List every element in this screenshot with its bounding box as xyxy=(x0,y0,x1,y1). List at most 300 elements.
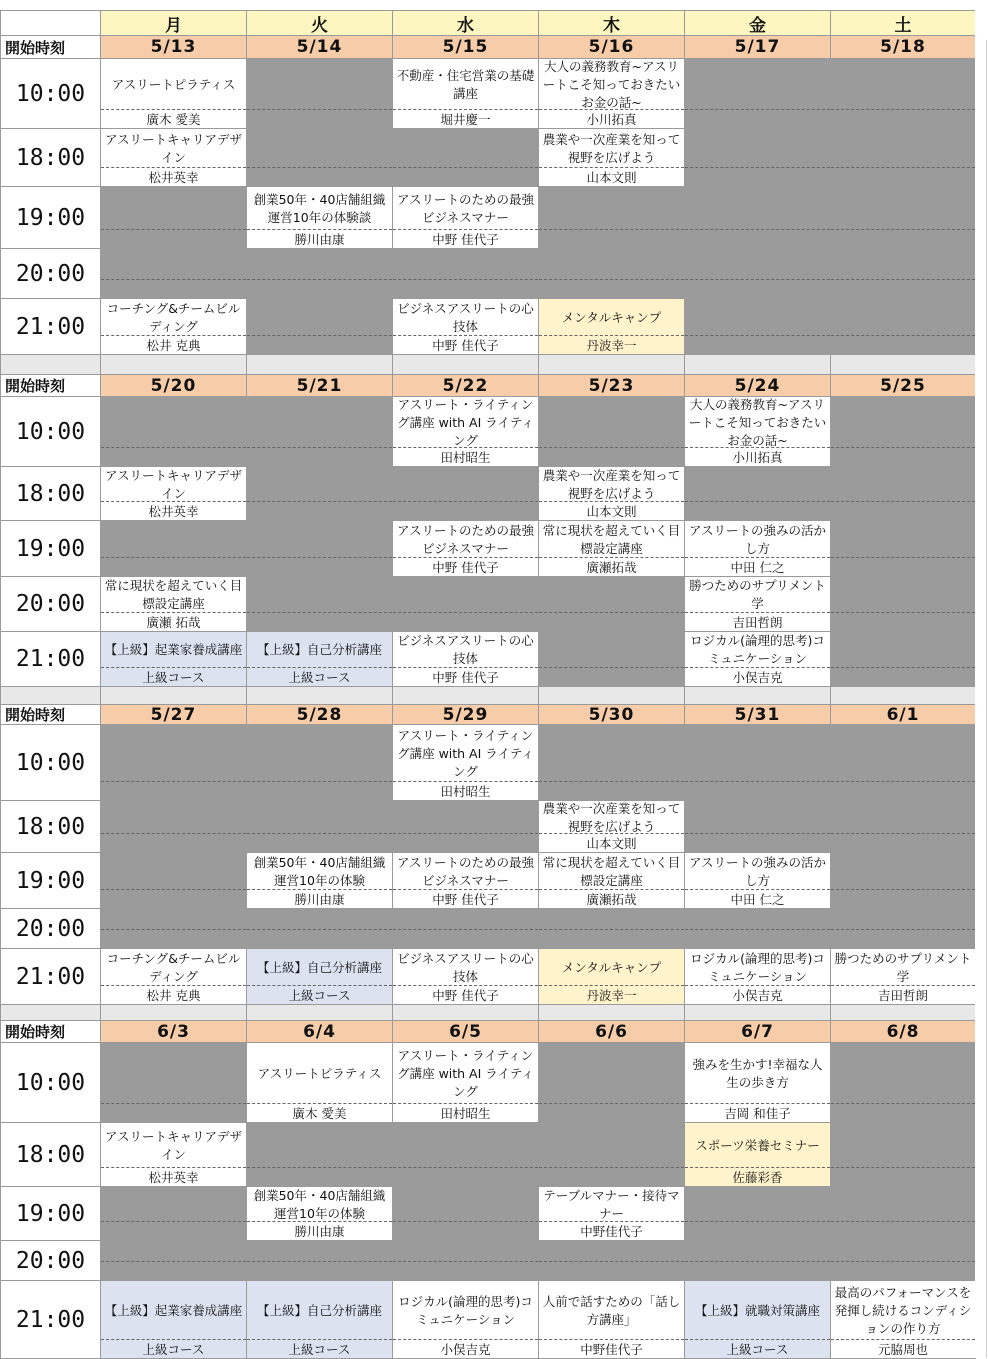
time-cell: 21:00 xyxy=(0,948,101,1005)
start-time-label: 開始時刻 xyxy=(0,374,101,397)
course-teacher: 吉田哲朗 xyxy=(685,612,830,631)
course-slot[interactable] xyxy=(830,948,976,1005)
course-teacher: 中野佳代子 xyxy=(539,1339,684,1358)
course-title: スポーツ栄養セミナー xyxy=(695,1137,820,1153)
course-title: 【上級】就職対策講座 xyxy=(694,1302,820,1318)
course-teacher: 中田 仁之 xyxy=(685,557,830,576)
empty-slot xyxy=(684,724,831,801)
time-cell: 19:00 xyxy=(0,852,101,909)
slot-divider xyxy=(247,557,392,576)
empty-slot xyxy=(246,908,393,949)
course-slot[interactable] xyxy=(392,396,539,467)
slot-divider xyxy=(539,279,684,298)
empty-slot xyxy=(830,908,976,949)
empty-slot xyxy=(684,908,831,949)
course-slot[interactable] xyxy=(392,58,539,129)
empty-slot xyxy=(100,396,247,467)
course-slot[interactable] xyxy=(684,631,831,687)
date-header: 5/15 xyxy=(392,35,539,59)
week-spacer xyxy=(684,1004,831,1021)
empty-slot xyxy=(246,800,393,853)
course-slot[interactable] xyxy=(684,1042,831,1123)
course-title: アスリートのための最強ビジネスマナー xyxy=(396,854,534,888)
slot-divider xyxy=(247,781,392,800)
course-teacher: 勝川由康 xyxy=(247,229,392,248)
empty-slot xyxy=(538,248,685,299)
empty-slot xyxy=(246,576,393,632)
empty-slot xyxy=(830,1186,976,1241)
slot-divider xyxy=(685,929,830,948)
date-header: 5/30 xyxy=(538,704,685,725)
course-slot[interactable] xyxy=(100,1122,247,1187)
course-teacher: 上級コース xyxy=(685,1339,830,1358)
course-slot[interactable] xyxy=(100,466,247,521)
slot-divider xyxy=(393,1261,538,1280)
slot-divider xyxy=(831,612,975,631)
course-title: 人前で話すための「話し方講座」 xyxy=(542,1293,681,1327)
empty-slot xyxy=(100,1042,247,1123)
slot-divider xyxy=(393,929,538,948)
empty-slot xyxy=(246,1122,393,1187)
empty-slot xyxy=(538,1240,685,1281)
slot-divider xyxy=(101,929,246,948)
course-teacher: 小俣吉克 xyxy=(685,985,830,1004)
slot-divider xyxy=(685,501,830,520)
time-cell: 18:00 xyxy=(0,128,101,187)
empty-slot xyxy=(100,1240,247,1281)
course-title: アスリート・ライティング講座 with AI ライティング xyxy=(397,1047,534,1099)
empty-slot xyxy=(392,1186,539,1241)
day-header: 金 xyxy=(684,10,831,36)
week-spacer xyxy=(392,1004,539,1021)
course-teacher: 小俣吉克 xyxy=(685,667,830,686)
date-header: 5/17 xyxy=(684,35,831,59)
empty-slot xyxy=(392,128,539,187)
date-header: 5/28 xyxy=(246,704,393,725)
empty-slot xyxy=(830,1042,976,1123)
slot-divider xyxy=(831,1261,975,1280)
empty-slot xyxy=(246,520,393,577)
slot-divider xyxy=(101,557,246,576)
slot-divider xyxy=(101,1261,246,1280)
day-header: 木 xyxy=(538,10,685,36)
course-slot[interactable] xyxy=(246,186,393,249)
empty-slot xyxy=(392,908,539,949)
week-spacer xyxy=(0,354,101,375)
slot-divider xyxy=(831,929,975,948)
course-teacher: 中野 佳代子 xyxy=(393,667,538,686)
week-spacer xyxy=(684,686,831,705)
course-title: 大人の義務教育~アスリートこそ知っておきたいお金の話~ xyxy=(688,396,827,448)
course-slot[interactable] xyxy=(538,1280,685,1359)
course-title: ロジカル(論理的思考)コミュニケーション xyxy=(690,633,825,666)
slot-divider xyxy=(831,1221,975,1240)
course-teacher: 中野 佳代子 xyxy=(393,335,538,354)
empty-slot xyxy=(538,576,685,632)
empty-slot xyxy=(392,576,539,632)
empty-slot xyxy=(684,298,831,355)
course-slot[interactable] xyxy=(100,1280,247,1359)
empty-slot xyxy=(830,186,976,249)
week-spacer xyxy=(100,1004,247,1021)
empty-slot xyxy=(392,248,539,299)
course-slot[interactable] xyxy=(392,520,539,577)
slot-divider xyxy=(685,833,830,852)
course-title: アスリートの強みの活かし方 xyxy=(688,522,826,556)
course-slot[interactable] xyxy=(538,58,685,129)
course-slot[interactable] xyxy=(100,58,247,129)
course-title: アスリート・ライティング講座 with AI ライティング xyxy=(397,727,534,779)
day-header: 月 xyxy=(100,10,247,36)
course-teacher: 廣瀬拓哉 xyxy=(539,557,684,576)
week-spacer xyxy=(246,354,393,375)
slot-divider xyxy=(831,167,975,186)
course-teacher: 丹波幸一 xyxy=(539,985,684,1004)
date-header: 5/31 xyxy=(684,704,831,725)
slot-divider xyxy=(539,667,684,686)
slot-divider xyxy=(393,833,538,852)
course-slot[interactable] xyxy=(246,631,393,687)
slot-divider xyxy=(831,447,975,466)
course-slot[interactable] xyxy=(100,128,247,187)
empty-slot xyxy=(392,1240,539,1281)
course-slot[interactable] xyxy=(392,852,539,909)
slot-divider xyxy=(539,612,684,631)
course-title: 常に現状を超えていく目標設定講座 xyxy=(542,854,681,888)
date-header: 5/20 xyxy=(100,374,247,397)
course-title: ロジカル(論理的思考)コミュニケーション xyxy=(690,950,825,984)
date-header: 5/25 xyxy=(830,374,976,397)
course-title: アスリートのための最強ビジネスマナー xyxy=(396,522,534,556)
day-header: 火 xyxy=(246,10,393,36)
course-teacher: 中野 佳代子 xyxy=(393,229,538,248)
course-title: 【上級】起業家養成講座 xyxy=(104,1302,243,1318)
course-teacher: 田村昭生 xyxy=(393,447,538,466)
slot-divider xyxy=(247,447,392,466)
date-header: 5/24 xyxy=(684,374,831,397)
slot-divider xyxy=(831,501,975,520)
start-time-label: 開始時刻 xyxy=(0,35,101,59)
slot-divider xyxy=(247,501,392,520)
slot-divider xyxy=(247,335,392,354)
time-cell: 20:00 xyxy=(0,908,101,949)
date-header: 5/29 xyxy=(392,704,539,725)
time-cell: 18:00 xyxy=(0,800,101,853)
empty-slot xyxy=(830,576,976,632)
course-slot[interactable] xyxy=(538,852,685,909)
empty-slot xyxy=(246,298,393,355)
course-slot[interactable] xyxy=(684,1280,831,1359)
course-title: 創業50年・40店舗組織運営10年の体験 xyxy=(253,854,386,888)
time-cell: 10:00 xyxy=(0,58,101,129)
empty-slot xyxy=(100,852,247,909)
week-spacer xyxy=(538,354,685,375)
course-teacher: 廣木 愛美 xyxy=(101,109,246,128)
slot-divider xyxy=(831,833,975,852)
slot-divider xyxy=(101,1221,246,1240)
course-slot[interactable] xyxy=(392,1042,539,1123)
course-slot[interactable] xyxy=(100,298,247,355)
empty-slot xyxy=(830,248,976,299)
week-spacer xyxy=(392,686,539,705)
course-slot[interactable] xyxy=(830,1280,976,1359)
empty-slot xyxy=(830,800,976,853)
course-teacher: 小川拓真 xyxy=(685,447,830,466)
slot-divider xyxy=(101,279,246,298)
empty-slot xyxy=(538,631,685,687)
empty-slot xyxy=(246,724,393,801)
course-teacher: 松井英幸 xyxy=(101,167,246,186)
empty-slot xyxy=(830,1240,976,1281)
empty-slot xyxy=(830,631,976,687)
slot-divider xyxy=(831,1103,975,1122)
course-title: アスリートキャリアデザイン xyxy=(104,1128,242,1162)
empty-slot xyxy=(684,186,831,249)
week-spacer xyxy=(392,354,539,375)
course-title: 創業50年・40店舗組織運営10年の体験談 xyxy=(253,191,386,225)
course-slot[interactable] xyxy=(246,1042,393,1123)
course-slot[interactable] xyxy=(100,948,247,1005)
course-title: メンタルキャンプ xyxy=(561,959,662,975)
time-cell: 21:00 xyxy=(0,298,101,355)
course-slot[interactable] xyxy=(684,852,831,909)
slot-divider xyxy=(539,1167,684,1186)
slot-divider xyxy=(539,929,684,948)
time-cell: 10:00 xyxy=(0,396,101,467)
course-teacher: 中野 佳代子 xyxy=(393,889,538,908)
course-teacher: 吉岡 和佳子 xyxy=(685,1103,830,1122)
week-spacer xyxy=(0,1004,101,1021)
week-spacer xyxy=(830,1004,976,1021)
course-slot[interactable] xyxy=(684,520,831,577)
course-slot[interactable] xyxy=(392,948,539,1005)
empty-slot xyxy=(246,248,393,299)
course-title: 【上級】自己分析講座 xyxy=(256,959,382,975)
slot-divider xyxy=(101,229,246,248)
week-spacer xyxy=(830,354,976,375)
course-teacher: 中野佳代子 xyxy=(539,1221,684,1240)
course-slot[interactable] xyxy=(538,298,685,355)
empty-slot xyxy=(100,724,247,801)
empty-slot xyxy=(684,800,831,853)
week-spacer xyxy=(538,686,685,705)
course-slot[interactable] xyxy=(392,1280,539,1359)
date-header: 5/13 xyxy=(100,35,247,59)
slot-divider xyxy=(831,279,975,298)
course-title: 常に現状を超えていく目標設定講座 xyxy=(542,522,681,556)
week-spacer xyxy=(0,686,101,705)
empty-slot xyxy=(246,58,393,129)
week-spacer xyxy=(246,686,393,705)
course-slot[interactable] xyxy=(392,631,539,687)
slot-divider xyxy=(831,229,975,248)
course-title: 創業50年・40店舗組織運営10年の体験 xyxy=(253,1187,386,1221)
course-teacher: 小川拓真 xyxy=(539,109,684,128)
course-title: アスリートピラティス xyxy=(257,1065,382,1081)
week-spacer xyxy=(538,1004,685,1021)
course-slot[interactable] xyxy=(684,1122,831,1187)
time-cell: 10:00 xyxy=(0,724,101,801)
course-teacher: 松井英幸 xyxy=(101,1167,246,1186)
course-title: 【上級】起業家養成講座 xyxy=(104,642,243,657)
empty-slot xyxy=(538,908,685,949)
course-teacher: 廣瀬 拓哉 xyxy=(101,612,246,631)
slot-divider xyxy=(685,229,830,248)
course-title: 大人の義務教育~アスリートこそ知っておきたいお金の話~ xyxy=(542,58,681,110)
time-cell: 19:00 xyxy=(0,520,101,577)
slot-divider xyxy=(101,1103,246,1122)
date-header: 5/27 xyxy=(100,704,247,725)
course-title: 【上級】自己分析講座 xyxy=(256,1302,382,1318)
slot-divider xyxy=(685,781,830,800)
date-header: 6/8 xyxy=(830,1020,976,1043)
course-slot[interactable] xyxy=(246,1186,393,1241)
date-header: 5/18 xyxy=(830,35,976,59)
course-title: 農業や一次産業を知って視野を広げよう xyxy=(542,131,681,165)
course-slot[interactable] xyxy=(392,724,539,801)
course-teacher: 吉田哲朗 xyxy=(831,985,975,1004)
date-header: 6/3 xyxy=(100,1020,247,1043)
course-slot[interactable] xyxy=(538,128,685,187)
course-teacher: 中野 佳代子 xyxy=(393,557,538,576)
course-teacher: 松井 克典 xyxy=(101,985,246,1004)
slot-divider xyxy=(393,501,538,520)
course-title: 常に現状を超えていく目標設定講座 xyxy=(104,578,243,611)
slot-divider xyxy=(831,335,975,354)
course-slot[interactable] xyxy=(538,800,685,853)
course-title: 【上級】自己分析講座 xyxy=(256,642,382,657)
course-teacher: 上級コース xyxy=(101,667,246,686)
course-title: テーブルマナー・接待マナー xyxy=(543,1187,680,1221)
course-slot[interactable] xyxy=(246,852,393,909)
time-cell: 20:00 xyxy=(0,248,101,299)
empty-slot xyxy=(830,724,976,801)
course-teacher: 上級コース xyxy=(247,985,392,1004)
course-title: ロジカル(論理的思考)コミュニケーション xyxy=(398,1293,533,1327)
slot-divider xyxy=(247,279,392,298)
slot-divider xyxy=(101,889,246,908)
course-slot[interactable] xyxy=(246,948,393,1005)
time-cell: 19:00 xyxy=(0,1186,101,1241)
slot-divider xyxy=(393,612,538,631)
course-title: アスリートの強みの活かし方 xyxy=(688,854,826,888)
empty-slot xyxy=(538,186,685,249)
slot-divider xyxy=(685,279,830,298)
empty-slot xyxy=(538,1122,685,1187)
slot-divider xyxy=(539,447,684,466)
empty-slot xyxy=(684,466,831,521)
empty-slot xyxy=(246,1240,393,1281)
empty-slot xyxy=(684,1186,831,1241)
empty-slot xyxy=(830,466,976,521)
start-time-label: 開始時刻 xyxy=(0,1020,101,1043)
empty-slot xyxy=(830,298,976,355)
empty-slot xyxy=(100,520,247,577)
course-slot[interactable] xyxy=(392,186,539,249)
empty-slot xyxy=(830,1122,976,1187)
empty-slot xyxy=(830,58,976,129)
date-header: 6/7 xyxy=(684,1020,831,1043)
time-cell: 18:00 xyxy=(0,1122,101,1187)
course-slot[interactable] xyxy=(246,1280,393,1359)
start-time-label: 開始時刻 xyxy=(0,704,101,725)
empty-slot xyxy=(830,396,976,467)
date-header: 6/4 xyxy=(246,1020,393,1043)
empty-slot xyxy=(392,800,539,853)
slot-divider xyxy=(685,1221,830,1240)
slot-divider xyxy=(685,167,830,186)
course-slot[interactable] xyxy=(100,576,247,632)
week-spacer xyxy=(684,354,831,375)
empty-slot xyxy=(100,1186,247,1241)
course-teacher: 上級コース xyxy=(247,667,392,686)
course-title: 最高のパフォーマンスを発揮し続けるコンディションの作り方 xyxy=(834,1284,972,1336)
slot-divider xyxy=(831,557,975,576)
week-spacer xyxy=(830,686,976,705)
slot-divider xyxy=(101,447,246,466)
course-slot[interactable] xyxy=(684,396,831,467)
slot-divider xyxy=(685,335,830,354)
slot-divider xyxy=(393,1167,538,1186)
empty-slot xyxy=(684,128,831,187)
slot-divider xyxy=(539,781,684,800)
slot-divider xyxy=(247,1261,392,1280)
empty-slot xyxy=(100,248,247,299)
empty-slot xyxy=(246,128,393,187)
date-header: 5/16 xyxy=(538,35,685,59)
course-slot[interactable] xyxy=(100,631,247,687)
slot-divider xyxy=(831,781,975,800)
date-header: 5/23 xyxy=(538,374,685,397)
course-slot[interactable] xyxy=(538,466,685,521)
course-slot[interactable] xyxy=(684,576,831,632)
empty-slot xyxy=(392,1122,539,1187)
week-spacer xyxy=(246,1004,393,1021)
empty-slot xyxy=(392,466,539,521)
course-title: アスリートのための最強ビジネスマナー xyxy=(396,191,534,225)
course-teacher: 山本文則 xyxy=(539,501,684,520)
slot-divider xyxy=(247,167,392,186)
empty-slot xyxy=(100,186,247,249)
course-slot[interactable] xyxy=(538,1186,685,1241)
course-teacher: 中田 仁之 xyxy=(685,889,830,908)
course-slot[interactable] xyxy=(392,298,539,355)
course-teacher: 小俣吉克 xyxy=(393,1339,538,1358)
empty-slot xyxy=(538,396,685,467)
course-slot[interactable] xyxy=(684,948,831,1005)
slot-divider xyxy=(247,612,392,631)
date-header: 5/22 xyxy=(392,374,539,397)
course-title: 不動産・住宅営業の基礎講座 xyxy=(396,67,535,101)
course-teacher: 廣瀬拓哉 xyxy=(539,889,684,908)
date-header: 5/21 xyxy=(246,374,393,397)
slot-divider xyxy=(685,109,830,128)
slot-divider xyxy=(831,1167,975,1186)
course-slot[interactable] xyxy=(538,520,685,577)
course-title: 農業や一次産業を知って視野を広げよう xyxy=(542,800,681,834)
course-teacher: 勝川由康 xyxy=(247,889,392,908)
slot-divider xyxy=(831,109,975,128)
course-title: ビジネスアスリートの心技体 xyxy=(397,300,534,334)
sheet-edge-line xyxy=(986,40,987,1358)
course-teacher: 山本文則 xyxy=(539,167,684,186)
day-header: 水 xyxy=(392,10,539,36)
time-cell: 19:00 xyxy=(0,186,101,249)
slot-divider xyxy=(539,229,684,248)
slot-divider xyxy=(247,833,392,852)
empty-slot xyxy=(830,520,976,577)
course-slot[interactable] xyxy=(538,948,685,1005)
